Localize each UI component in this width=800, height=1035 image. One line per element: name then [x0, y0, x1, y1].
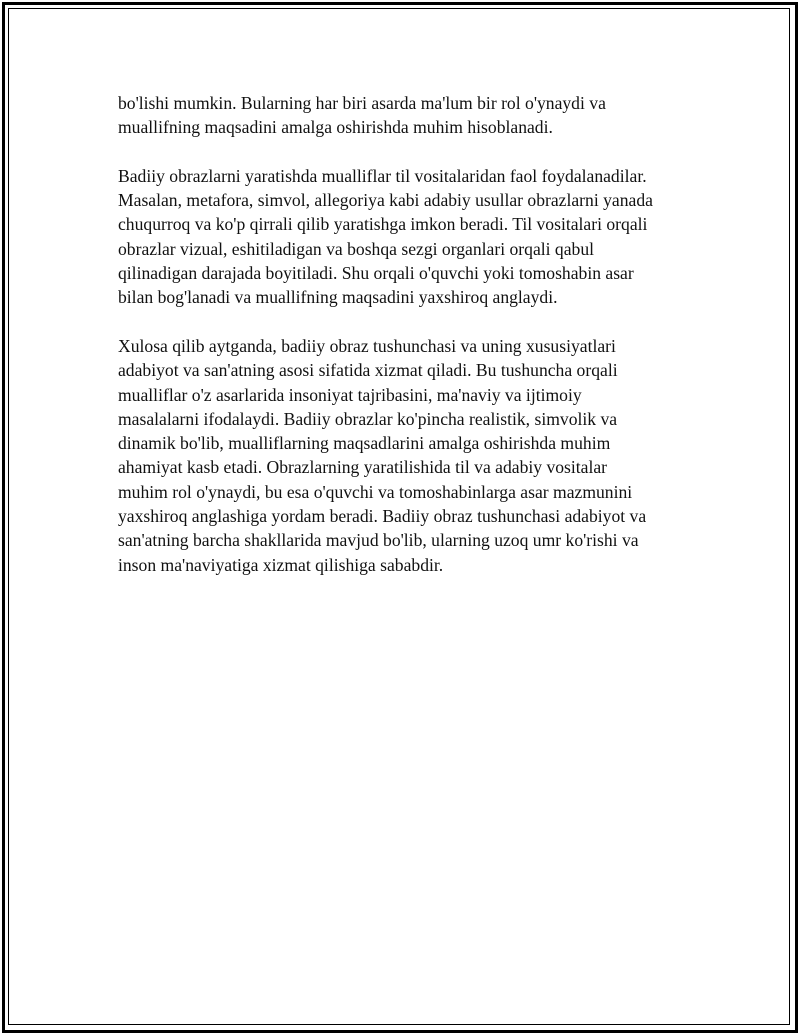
document-body: [118, 91, 698, 601]
paragraph-2: Badiiy obrazlarni yaratishda mualliflar til vositalaridan faol foydalanadilar. Masalan, metafora, simvol, allegoriya kabi adabiy usullar obrazlarni yanada chuqurroq va ko'p qirrali qilib yaratishga imkon beradi. Til vositalari orqali obrazlar vizual, eshitiladigan va boshqa sezgi organlari orqali qabul qilinadigan darajada boyitiladi. Shu orqali o'quvchi yoki tomoshabin asar bilan bog'lanadi va muallifning maqsadini yaxshiroq anglaydi.: [118, 165, 653, 308]
paragraph-1: bo'lishi mumkin. Bularning har biri asarda ma'lum bir rol o'ynaydi va muallifning maqsadini amalga oshirishda muhim hisoblanadi.: [118, 93, 606, 138]
paragraph-3: Xulosa qilib aytganda, badiiy obraz tushunchasi va uning xususiyatlari adabiyot va san'atning asosi sifatida xizmat qiladi. Bu tushuncha orqali mualliflar o'z asarlarida insoniyat tajribasini, ma'naviy va ijtimoiy masalalarni ifodalaydi. Badiiy obrazlar ko'pincha realistik, simvolik va dinamik bo'lib, mualliflarning maqsadlarini amalga oshirishda muhim ahamiyat kasb etadi. Obrazlarning yaratilishida til va adabiy vositalar muhim rol o'ynaydi, bu esa o'quvchi va tomoshabinlarga asar mazmunini yaxshiroq anglashiga yordam beradi. Badiiy obraz tushunchasi adabiyot va san'atning barcha shakllarida mavjud bo'lib, ularning uzoq umr ko'rishi va inson ma'naviyatiga xizmat qilishiga sababdir.: [118, 335, 647, 575]
